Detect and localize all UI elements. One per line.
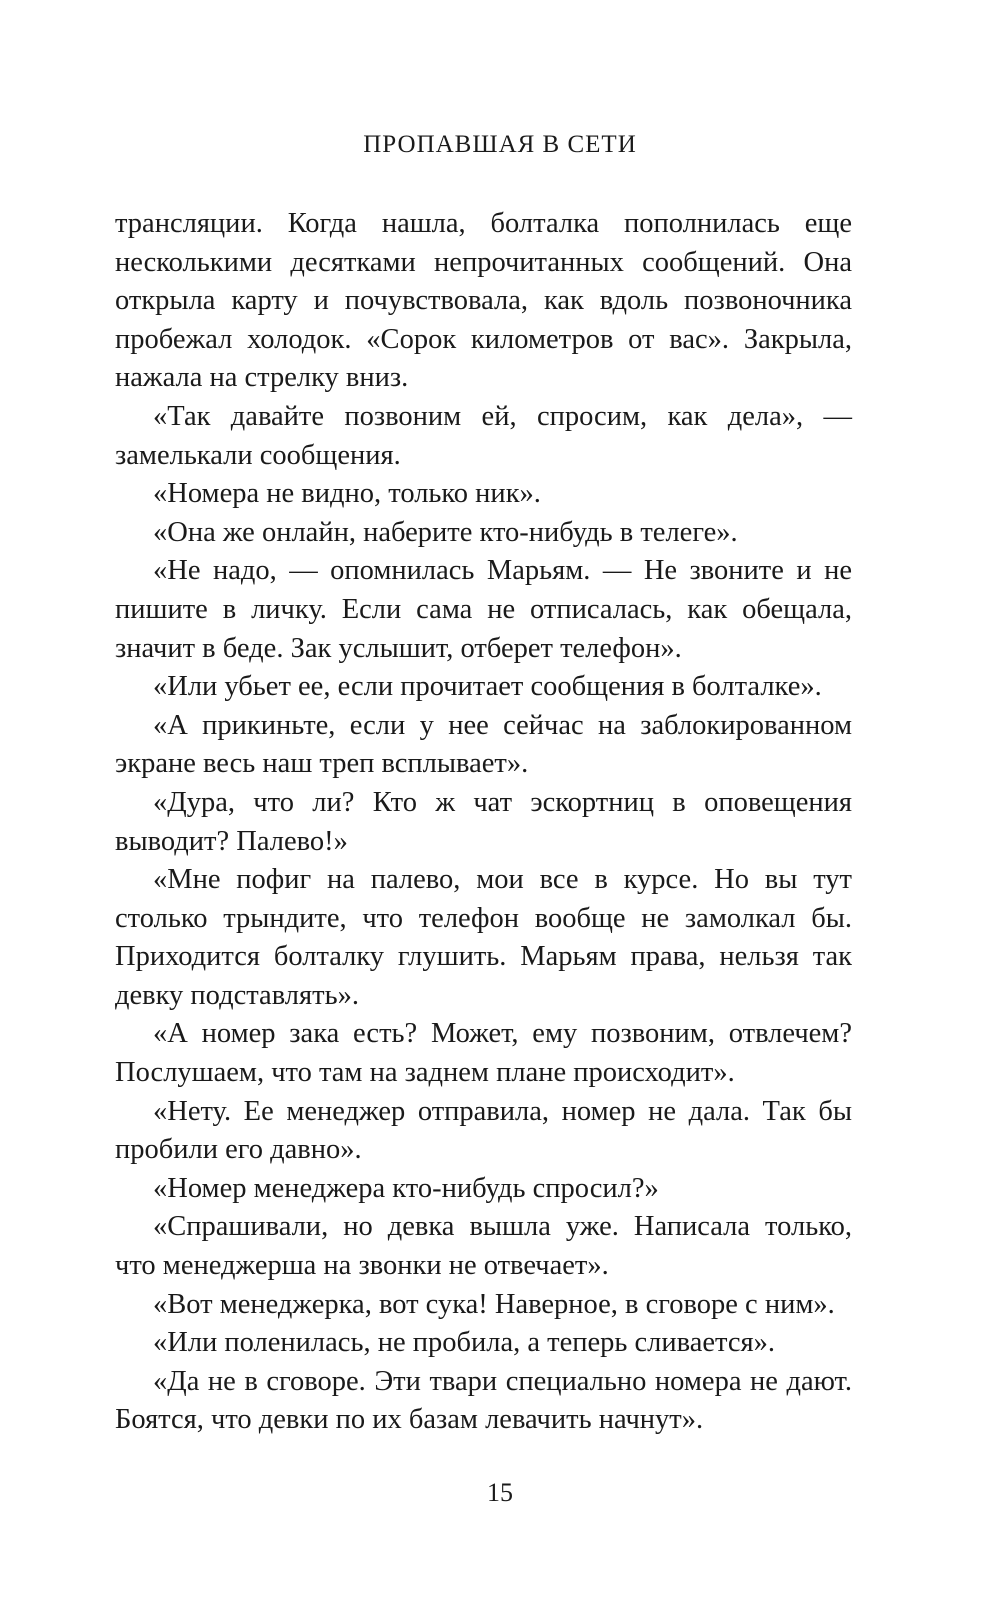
page-number: 15 xyxy=(487,1478,513,1507)
paragraph: «А прикиньте, если у нее сейчас на заблокированном экране весь наш треп всплывает». xyxy=(115,709,852,780)
running-title: ПРОПАВШАЯ В СЕТИ xyxy=(363,131,637,158)
paragraph: «Или убьет ее, если прочитает сообщения в болталке». xyxy=(153,671,822,703)
paragraph: «Мне пофиг на палево, мои все в курсе. Но вы тут столько трындите, что телефон вообще не замолкал бы. Приходится болталку глушить. Марьям права, нельзя так девку подставлять». xyxy=(115,864,852,1011)
paragraph: «Да не в сговоре. Эти твари специально номера не дают. Боятся, что девки по их базам левачить начнут». xyxy=(115,1365,852,1436)
paragraph: «Так давайте позвоним ей, спросим, как дела», — замелькали сообщения. xyxy=(115,400,852,471)
body-text xyxy=(115,205,852,1440)
paragraph: «Номера не видно, только ник». xyxy=(153,478,541,510)
paragraph: «А номер зака есть? Может, ему позвоним, отвлечем? Послушаем, что там на заднем плане происходит». xyxy=(115,1018,852,1089)
paragraph: «Не надо, — опомнилась Марьям. — Не звоните и не пишите в личку. Если сама не отписалась, как обещала, значит в беде. Зак услышит, отберет телефон». xyxy=(115,555,852,664)
paragraph: «Вот менеджерка, вот сука! Наверное, в сговоре с ним». xyxy=(153,1288,835,1320)
paragraph: «Она же онлайн, наберите кто-нибудь в телеге». xyxy=(153,516,738,548)
paragraph: «Дура, что ли? Кто ж чат эскортниц в оповещения выводит? Палево!» xyxy=(115,786,852,857)
paragraph: «Нету. Ее менеджер отправила, номер не дала. Так бы пробили его давно». xyxy=(115,1095,852,1166)
paragraph: «Номер менеджера кто-нибудь спросил?» xyxy=(153,1172,659,1204)
paragraph: «Или поленилась, не пробила, а теперь сливается». xyxy=(153,1327,775,1359)
paragraph: «Спрашивали, но девка вышла уже. Написала только, что менеджерша на звонки не отвечает». xyxy=(115,1211,852,1282)
paragraph: трансляции. Когда нашла, болталка пополнилась еще несколькими десятками непрочитанных сообщений. Она открыла карту и почувствовала, как вдоль позвоночника пробежал холодок. «Сорок километров от вас». Закрыла, нажала на стрелку вниз. xyxy=(115,208,852,394)
